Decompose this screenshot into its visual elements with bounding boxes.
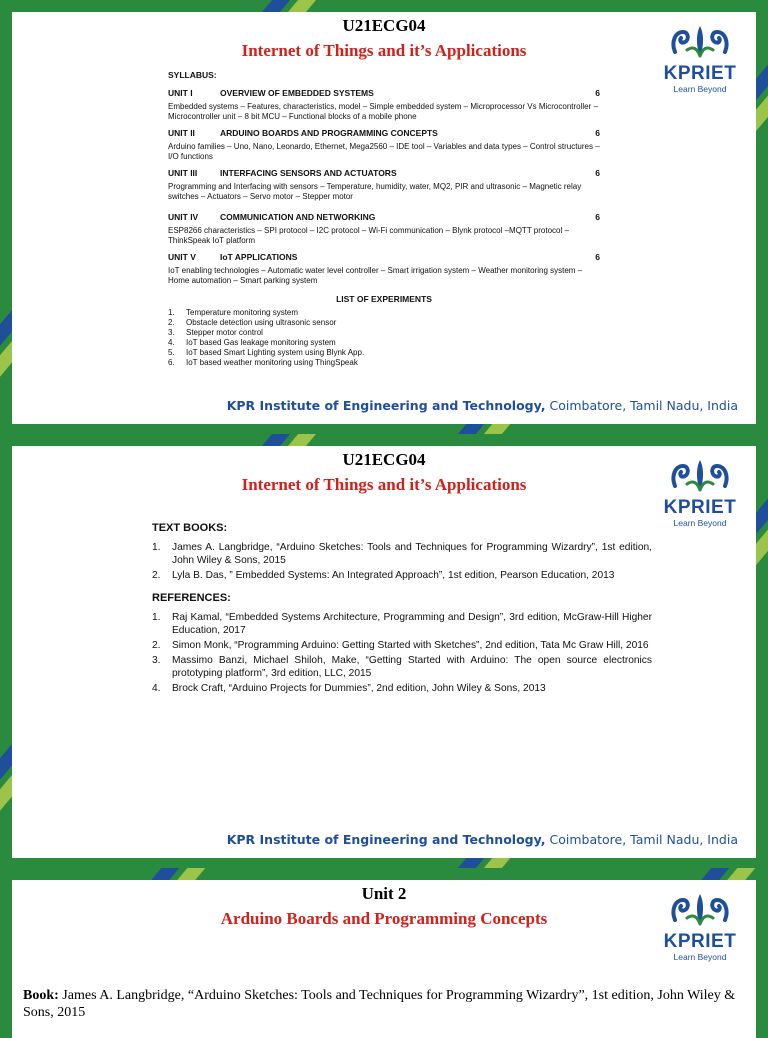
slide-body xyxy=(12,880,756,1038)
institute-name: KPR Institute of Engineering and Technology, xyxy=(226,832,546,847)
item-number: 6. xyxy=(168,358,175,367)
unit-name: IoT APPLICATIONS xyxy=(220,252,298,262)
unit-hours: 6 xyxy=(595,128,600,138)
unit-hours: 6 xyxy=(595,252,600,262)
slide-unit2 xyxy=(0,868,768,1038)
logo-name: KPRIET xyxy=(663,931,737,952)
unit-hours: 6 xyxy=(595,88,600,98)
textbooks-heading: TEXT BOOKS: xyxy=(152,522,228,534)
item-text: Raj Kamal, “Embedded Systems Architecture, Programming and Design”, 3rd edition, McGraw-Hill Higher Education, 2017 xyxy=(172,612,652,636)
course-title: Internet of Things and it’s Applications xyxy=(241,475,527,494)
slide-body xyxy=(12,446,756,858)
list-item xyxy=(152,611,652,637)
item-number: 3. xyxy=(168,328,175,337)
item-number: 1. xyxy=(152,612,161,623)
logo-name: KPRIET xyxy=(663,63,737,84)
item-number: 2. xyxy=(152,570,161,581)
list-item xyxy=(152,639,652,652)
experiments-list xyxy=(168,308,600,368)
item-text: Lyla B. Das, ” Embedded Systems: An Integrated Approach”, 1st edition, Pearson Education, 2013 xyxy=(172,570,615,581)
unit-hours: 6 xyxy=(595,168,600,178)
item-text: Massimo Banzi, Michael Shiloh, Make, “Getting Started with Arduino: The open source electronics prototyping platform”, 3rd edition, LLC, 2015 xyxy=(172,655,652,679)
logo-tagline: Learn Beyond xyxy=(673,84,727,94)
list-item xyxy=(168,358,600,368)
institute-name: KPR Institute of Engineering and Technology, xyxy=(226,398,546,413)
syllabus-heading: SYLLABUS: xyxy=(168,70,217,80)
unit-name: OVERVIEW OF EMBEDDED SYSTEMS xyxy=(220,88,374,98)
list-item xyxy=(168,338,600,348)
book-label: Book: xyxy=(23,988,59,1003)
unit-number: UNIT II xyxy=(168,128,195,138)
course-code: U21ECG04 xyxy=(342,16,426,35)
item-text: James A. Langbridge, “Arduino Sketches: Tools and Techniques for Programming Wizardry”, 1st edition, John Wiley & Sons, 2015 xyxy=(172,542,652,566)
unit-label: Unit 2 xyxy=(361,884,407,903)
kpriet-logo xyxy=(654,890,746,960)
item-number: 4. xyxy=(168,338,175,347)
unit-hours: 6 xyxy=(595,212,600,222)
unit-description: Programming and Interfacing with sensors – Temperature, humidity, water, MQ2, PIR and ultrasonic – Magnetic relay switches – Actuators – Servo motor – Stepper motor xyxy=(168,182,582,201)
item-text: Temperature monitoring system xyxy=(186,308,299,317)
unit-book-reference xyxy=(23,987,753,1021)
books-block xyxy=(152,522,652,697)
item-number: 2. xyxy=(152,640,161,651)
slide-body xyxy=(12,12,756,424)
list-item xyxy=(152,541,652,567)
logo-tagline: Learn Beyond xyxy=(673,518,727,528)
syllabus-block xyxy=(168,70,600,368)
institute-location: Coimbatore, Tamil Nadu, India xyxy=(545,832,738,847)
institute-footer xyxy=(227,398,738,413)
references-heading: REFERENCES: xyxy=(152,592,231,604)
unit-name: INTERFACING SENSORS AND ACTUATORS xyxy=(220,168,397,178)
unit-number: UNIT I xyxy=(168,88,193,98)
item-text: IoT based weather monitoring using ThingSpeak xyxy=(186,358,358,367)
institute-location: Coimbatore, Tamil Nadu, India xyxy=(545,398,738,413)
item-text: Stepper motor control xyxy=(186,328,263,337)
book-text: James A. Langbridge, “Arduino Sketches: Tools and Techniques for Programming Wizardry”, 1st edition, John Wiley & Sons, 2015 xyxy=(23,988,736,1020)
kpriet-leaf-icon xyxy=(667,456,733,498)
unit-row xyxy=(168,168,600,178)
logo-tagline: Learn Beyond xyxy=(673,952,727,962)
experiments-heading: LIST OF EXPERIMENTS xyxy=(336,294,432,304)
item-number: 1. xyxy=(168,308,175,317)
list-item xyxy=(168,348,600,358)
unit-name: ARDUINO BOARDS AND PROGRAMMING CONCEPTS xyxy=(220,128,438,138)
kpriet-logo xyxy=(654,456,746,526)
list-item xyxy=(152,682,652,695)
institute-footer xyxy=(227,832,738,847)
kpriet-leaf-icon xyxy=(667,890,733,932)
unit-description: ESP8266 characteristics – SPI protocol – I2C protocol – Wi-Fi communication – Blynk protocol –MQTT protocol – ThinkSpeak IoT platform xyxy=(168,226,569,245)
item-text: Simon Monk, “Programming Arduino: Getting Started with Sketches”, 2nd edition, Tata Mc Graw Hill, 2016 xyxy=(172,640,649,651)
slide-books xyxy=(0,434,768,868)
course-code: U21ECG04 xyxy=(342,450,426,469)
unit-row xyxy=(168,212,600,222)
slide-syllabus xyxy=(0,0,768,434)
kpriet-logo xyxy=(654,22,746,92)
unit-description: Embedded systems – Features, characteristics, model – Simple embedded system – Microprocessor Vs Microcontroller – Microcontroller unit – 8 bit MCU – Functional blocks of a mobile phone xyxy=(168,102,598,121)
unit-number: UNIT V xyxy=(168,252,196,262)
item-number: 5. xyxy=(168,348,175,357)
unit-number: UNIT III xyxy=(168,168,198,178)
item-number: 4. xyxy=(152,683,161,694)
kpriet-leaf-icon xyxy=(667,22,733,64)
list-item xyxy=(152,569,652,582)
list-item xyxy=(168,318,600,328)
list-item xyxy=(168,328,600,338)
logo-name: KPRIET xyxy=(663,497,737,518)
unit-number: UNIT IV xyxy=(168,212,199,222)
item-number: 2. xyxy=(168,318,175,327)
item-number: 1. xyxy=(152,542,161,553)
item-text: IoT based Smart Lighting system using Blynk App. xyxy=(186,348,365,357)
unit-description: IoT enabling technologies – Automatic water level controller – Smart irrigation system – Weather monitoring system – Home automation – Smart parking system xyxy=(168,266,583,285)
item-text: Obstacle detection using ultrasonic sensor xyxy=(186,318,337,327)
unit-name: COMMUNICATION AND NETWORKING xyxy=(220,212,376,222)
unit-description: Arduino families – Uno, Nano, Leonardo, Ethernet, Mega2560 – IDE tool – Variables and data types – Control structures – I/O functions xyxy=(168,142,600,161)
item-text: IoT based Gas leakage monitoring system xyxy=(186,338,336,347)
unit-row xyxy=(168,88,600,98)
item-number: 3. xyxy=(152,655,161,666)
item-text: Brock Craft, “Arduino Projects for Dummies”, 2nd edition, John Wiley & Sons, 2013 xyxy=(172,683,546,694)
unit-title: Arduino Boards and Programming Concepts xyxy=(220,909,548,928)
unit-row xyxy=(168,128,600,138)
unit-row xyxy=(168,252,600,262)
list-item xyxy=(168,308,600,318)
list-item xyxy=(152,654,652,680)
course-title: Internet of Things and it’s Applications xyxy=(241,41,527,60)
